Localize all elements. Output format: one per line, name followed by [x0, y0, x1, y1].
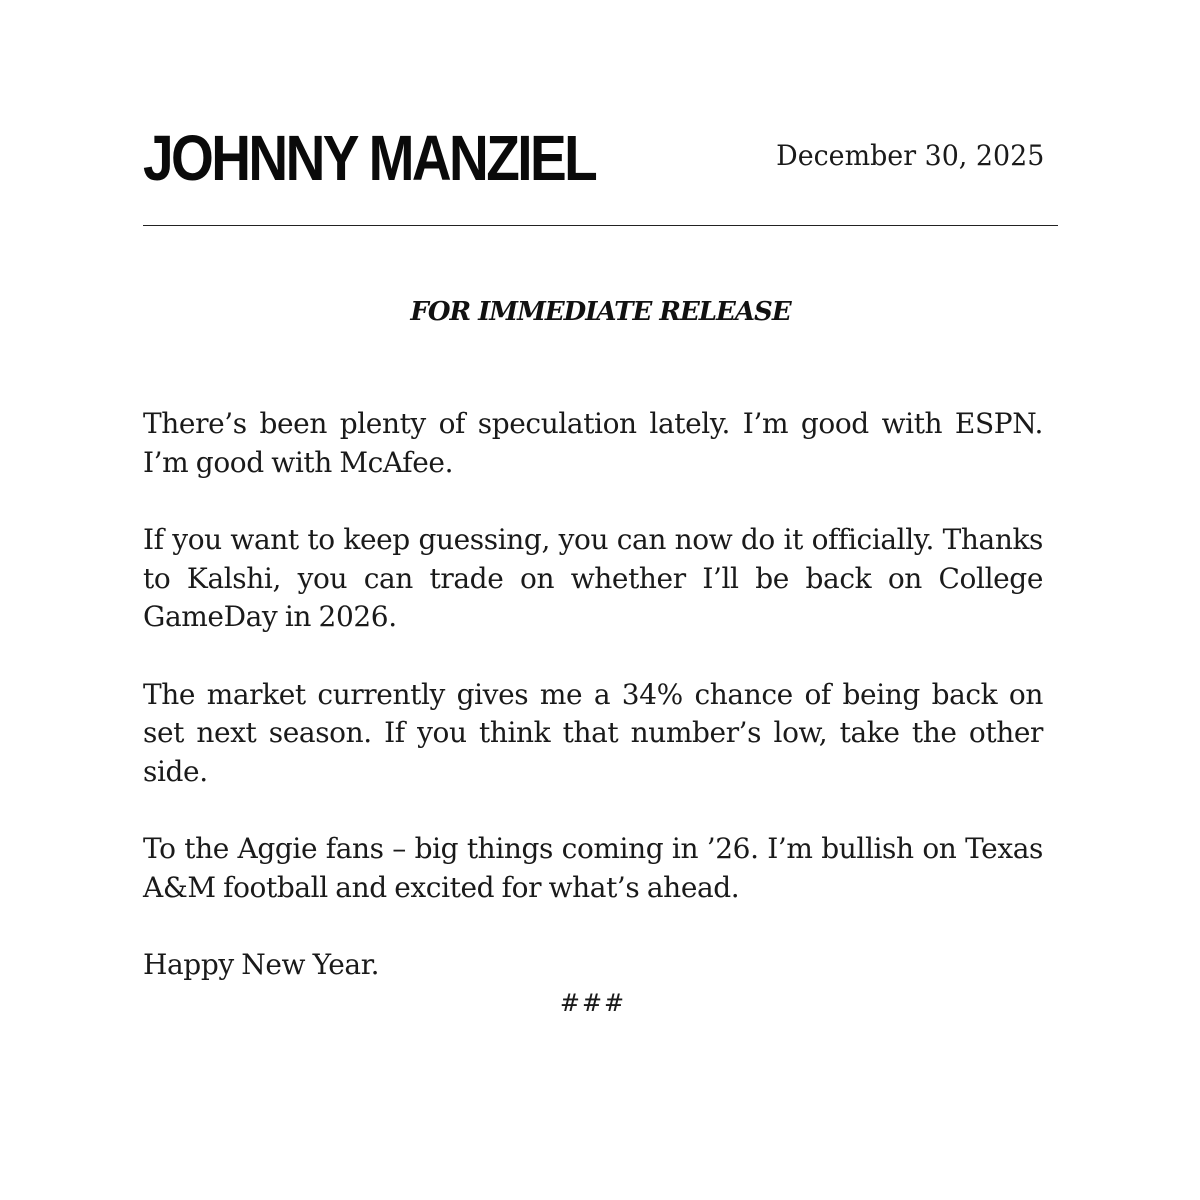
release-date: December 30, 2025: [775, 139, 1044, 172]
release-heading: FOR IMMEDIATE RELEASE: [410, 297, 791, 327]
author-name: JOHNNY MANZIEL: [143, 122, 596, 194]
letterhead: [143, 118, 1058, 198]
header-divider: [143, 225, 1058, 226]
body-paragraph: There’s been plenty of speculation lately. I’m good with ESPN. I’m good with McAfee.: [143, 407, 1043, 479]
release-body: [143, 405, 1043, 1024]
body-paragraph: To the Aggie fans – big things coming in ’26. I’m bullish on Texas A&M football and excited for what’s ahead.: [143, 832, 1043, 904]
body-paragraph: If you want to keep guessing, you can now do it officially. Thanks to Kalshi, you can trade on whether I’ll be back on College GameDay in 2026.: [143, 523, 1043, 633]
closing-line: Happy New Year.: [143, 948, 380, 981]
body-paragraph: The market currently gives me a 34% chance of being back on set next season. If you think that number’s low, take the other side.: [143, 677, 1043, 788]
press-release-page: [143, 0, 1058, 1200]
end-mark: ###: [559, 989, 627, 1017]
